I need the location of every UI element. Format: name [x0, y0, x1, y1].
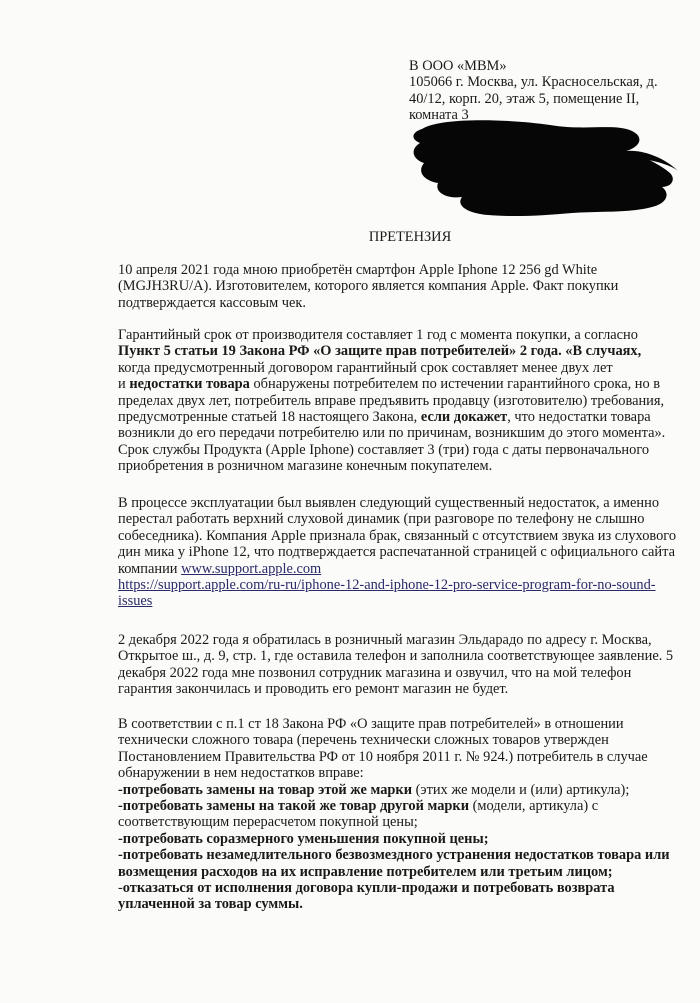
- redaction-ink-mark: [413, 120, 672, 216]
- text-fragment: , что недостатки товара: [507, 409, 651, 426]
- rights-item-bold: -потребовать незамедлительного безвозмездного устранения недостатков товара или: [118, 847, 670, 864]
- paragraph-consumer-rights: [118, 716, 678, 913]
- text-fragment: (этих же модели и (или) артикула);: [412, 781, 630, 798]
- rights-item-bold: от исполнения договора купли-продажи и потребовать возврата: [197, 880, 615, 897]
- rights-item-4-continued: [118, 864, 678, 880]
- addressee-address-line-2: 40/12, корп. 20, этаж 5, помещение II,: [409, 90, 640, 107]
- paragraph-line: [118, 376, 678, 392]
- rights-item-1: [118, 782, 678, 798]
- paragraph-line: (MGJH3RU/A). Изготовителем, которого является компания Apple. Факт покупки: [118, 278, 619, 295]
- text-fragment: -: [118, 880, 123, 897]
- paragraph-line: когда предусмотренный договором гарантийный срок составляет менее двух лет: [118, 359, 613, 376]
- law-reference-bold: Пункт 5 статьи 19 Закона РФ «О защите прав потребителей» 2 года.: [118, 343, 562, 360]
- document-title: ПРЕТЕНЗИЯ: [368, 229, 452, 245]
- paragraph-line: приобретения в розничном магазине конечным покупателем.: [118, 458, 493, 475]
- paragraph-line: [118, 561, 678, 577]
- paragraph-line: В процессе эксплуатации был выявлен следующий существенный недостаток, а именно: [118, 495, 660, 511]
- rights-item-4: [118, 847, 678, 863]
- support-site-link[interactable]: www.support.apple.com: [181, 560, 322, 577]
- paragraph-line: Постановлением Правительства РФ от 10 ноября 2011 г. № 924.) потребитель в случае: [118, 748, 648, 765]
- rights-item-3: [118, 831, 678, 847]
- addressee-block: [409, 58, 679, 124]
- paragraph-line: Открытое ш., д. 9, стр. 1, где оставила телефон и заполнила соответствующее заявление. 5: [118, 648, 674, 665]
- addressee-name: В ООО «МВМ»: [409, 58, 507, 74]
- rights-item-bold: -потребовать замены на такой же товар другой марки: [118, 798, 469, 815]
- paragraph-store-visit: [118, 632, 678, 698]
- paragraph-warranty: [118, 327, 678, 475]
- service-program-link[interactable]: https://support.apple.com/ru-ru/iphone-12-and-iphone-12-pro-service-program-for-no-sound-: [118, 577, 656, 594]
- paragraph-line: В соответствии с п.1 ст 18 Закона РФ «О защите прав потребителей» в отношении: [118, 716, 624, 732]
- paragraph-line: Гарантийный срок от производителя составляет 1 год с момента покупки, а согласно: [118, 327, 638, 343]
- text-fragment: обнаружены потребителем по истечении гарантийного срока, но в: [249, 376, 661, 393]
- rights-item-5-continued: [118, 896, 678, 912]
- addressee-address-line-1: 105066 г. Москва, ул. Красносельская, д.: [409, 74, 658, 91]
- paragraph-line: дин мика у iPhone 12, что подтверждается распечатанной страницей с официального сайта: [118, 544, 675, 561]
- rights-item-5: [118, 880, 678, 896]
- if-proves-bold: если докажет: [420, 409, 508, 426]
- rights-item-bold: уплаченной за товар суммы.: [118, 896, 303, 913]
- rights-item-bold: отказаться: [122, 880, 194, 897]
- paragraph-line: пределах двух лет, потребитель вправе предъявить продавцу (изготовителю) требования,: [118, 392, 665, 409]
- paragraph-line: гарантия закончилась и проводить его ремонт магазин не будет.: [118, 681, 509, 698]
- paragraph-line: Срок службы Продукта (Apple Iphone) составляет 3 (три) года с даты первоначального: [118, 441, 650, 458]
- rights-item-bold: -потребовать соразмерного уменьшения покупной цены;: [118, 830, 489, 847]
- paragraph-line: возникли до его передачи потребителю или по причинам, возникшим до этого момента».: [118, 425, 666, 442]
- paragraph-line: [118, 343, 678, 359]
- rights-item-bold: возмещения расходов на их исправление потребителем или третьим лицом;: [118, 863, 613, 880]
- paragraph-line: [118, 593, 678, 609]
- paragraph-line: подтверждается кассовым чек.: [118, 294, 307, 311]
- paragraph-line: технически сложного товара (перечень технически сложных товаров утвержден: [118, 732, 609, 749]
- paragraph-purchase: [118, 262, 678, 311]
- text-fragment: предусмотренные статьей 18 настоящего Закона,: [118, 409, 421, 426]
- paragraph-line: собеседника). Компания Apple признала брак, связанный с отсутствием звука из слухового: [118, 527, 677, 544]
- addressee-address-line-3: комната 3: [409, 107, 469, 124]
- paragraph-line: 10 апреля 2021 года мною приобретён смартфон Apple Iphone 12 256 gd White: [118, 262, 598, 278]
- quote-start-bold: «В случаях,: [561, 343, 642, 360]
- rights-item-2-continued: соответствующим перерасчетом покупной цены;: [118, 814, 418, 831]
- paragraph-line: 2 декабря 2022 года я обратилась в розничный магазин Эльдарадо по адресу г. Москва,: [118, 632, 652, 648]
- paragraph-line: [118, 577, 678, 593]
- rights-item-bold: -потребовать замены на товар этой же марки: [118, 781, 412, 798]
- text-fragment: компании: [118, 560, 182, 577]
- defects-bold: недостатки товара: [129, 376, 250, 393]
- paragraph-defect: [118, 495, 678, 610]
- text-fragment: и: [118, 376, 130, 393]
- redaction-scribble: [400, 115, 680, 220]
- paragraph-line: обнаружении в нем недостатков вправе:: [118, 765, 364, 782]
- paragraph-line: декабря 2022 года мне позвонил сотрудник магазина и озвучил, что на мой телефон: [118, 664, 632, 681]
- paragraph-line: перестал работать верхний слуховой динамик (при разговоре по телефону не слышно: [118, 511, 645, 528]
- text-fragment: (модели, артикула) с: [469, 798, 599, 815]
- service-program-link-continued[interactable]: issues: [118, 593, 153, 610]
- paragraph-line: [118, 409, 678, 425]
- rights-item-2: [118, 798, 678, 814]
